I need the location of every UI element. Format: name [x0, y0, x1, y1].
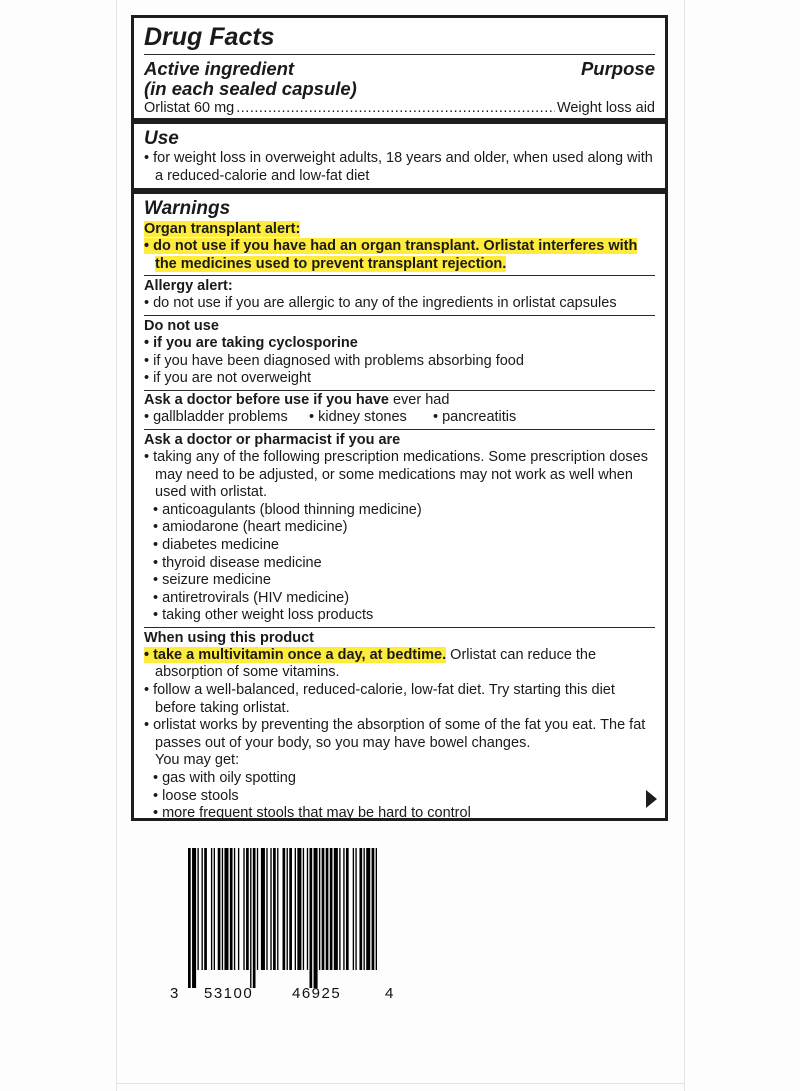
- continue-arrow-icon: [646, 790, 657, 808]
- ask-doctor-heading-rest: ever had: [388, 391, 450, 408]
- list-item: • amiodarone (heart medicine): [153, 519, 348, 536]
- active-ingredient-header: [144, 59, 655, 99]
- barcode-right-group: 46925: [292, 985, 342, 1002]
- multivitamin-note: Orlistat can reduce the absorption of some vitamins.: [155, 646, 597, 681]
- barcode-bar: [355, 848, 356, 970]
- ask-pharmacist-heading: Ask a doctor or pharmacist if you are: [144, 431, 401, 448]
- barcode-bar: [214, 848, 215, 970]
- barcode-bar: [270, 848, 271, 970]
- drug-facts-panel: [131, 15, 668, 821]
- barcode-bar: [257, 848, 258, 970]
- barcode-right-digit: 4: [385, 985, 394, 1002]
- barcode-bar: [266, 848, 267, 970]
- barcode-bar: [197, 848, 198, 970]
- barcode-bar: [211, 848, 212, 970]
- barcode-bar: [376, 848, 377, 970]
- barcode-bar: [359, 848, 362, 970]
- barcode-bar: [261, 848, 265, 970]
- use-text: • for weight loss in overweight adults, 18 years and older, when used along with a reduced-calorie and low-fat diet: [144, 150, 653, 184]
- barcode-bar: [346, 848, 349, 970]
- purpose-heading: Purpose: [580, 58, 655, 79]
- ingredient-name: Orlistat 60 mg: [144, 100, 235, 116]
- barcode-bar: [273, 848, 276, 970]
- list-item: • taking other weight loss products: [153, 607, 374, 624]
- barcode-bar: [322, 848, 325, 970]
- barcode-bar: [283, 848, 286, 970]
- barcode-bar: [222, 848, 223, 970]
- carton-bottom-edge: [116, 1083, 685, 1084]
- leader-dots: [236, 99, 555, 117]
- barcode-bar: [364, 848, 365, 970]
- barcode-left-group: 53100: [204, 985, 254, 1002]
- barcode-bar: [218, 848, 221, 970]
- barcode-bar: [319, 848, 320, 970]
- list-item: • gallbladder problems: [144, 409, 288, 426]
- barcode-bar: [310, 848, 313, 988]
- barcode-bar: [224, 848, 228, 970]
- barcode-left-digit: 3: [170, 985, 179, 1002]
- list-item: • gas with oily spotting: [153, 770, 296, 787]
- ask-doctor-heading: Ask a doctor before use if you have: [144, 391, 389, 408]
- list-item: • if you are taking cyclosporine: [144, 334, 358, 351]
- list-item: • more frequent stools that may be hard to control: [153, 805, 471, 822]
- barcode-bar: [238, 848, 239, 970]
- barcode-bar: [334, 848, 338, 970]
- carton-right-edge: [684, 0, 685, 1091]
- barcode-bar: [353, 848, 354, 970]
- list-item: • diabetes medicine: [153, 536, 279, 553]
- barcode-bar: [343, 848, 344, 970]
- list-item: • anticoagulants (blood thinning medicine): [153, 501, 422, 518]
- barcode-bar: [202, 848, 203, 970]
- barcode-bar: [188, 848, 191, 988]
- carton-left-edge: [116, 0, 117, 1091]
- barcode-bar: [314, 848, 318, 988]
- barcode-bar: [253, 848, 256, 988]
- barcode-bar: [326, 848, 329, 970]
- ask-pharmacist-text: • taking any of the following prescription medications. Some prescription doses may need to be adjusted, or some medications may not work as well when used with orlistat.: [144, 448, 648, 501]
- list-item: • loose stools: [153, 787, 239, 804]
- barcode-bar: [246, 848, 249, 970]
- active-ingredient-subheading: (in each sealed capsule): [144, 78, 357, 99]
- barcode-bar: [372, 848, 375, 970]
- use-title: Use: [144, 128, 179, 149]
- barcode-bar: [366, 848, 370, 970]
- allergy-heading: Allergy alert:: [144, 278, 233, 295]
- list-item: • if you have been diagnosed with problems absorbing food: [144, 352, 524, 369]
- barcode-bar: [192, 848, 196, 988]
- barcode-bar: [230, 848, 233, 970]
- you-may-get: You may get:: [155, 752, 240, 769]
- section-divider: [134, 188, 665, 194]
- barcode-bar: [234, 848, 235, 970]
- barcode-bar: [297, 848, 301, 970]
- list-item: • pancreatitis: [433, 409, 517, 426]
- drug-facts-title: Drug Facts: [144, 23, 275, 51]
- list-item: • thyroid disease medicine: [153, 554, 322, 571]
- section-divider: [134, 118, 665, 124]
- barcode-bar: [287, 848, 288, 970]
- barcode-bar: [307, 848, 308, 970]
- organ-transplant-heading: Organ transplant alert:: [144, 221, 301, 238]
- organ-transplant-text: • do not use if you have had an organ transplant. Orlistat interferes with the medicines used to prevent transplant rejection.: [144, 238, 638, 272]
- barcode-bar: [204, 848, 207, 970]
- do-not-use-heading: Do not use: [144, 317, 219, 334]
- diet-instruction: • follow a well-balanced, reduced-calorie, low-fat diet. Try starting this diet before taking orlistat.: [144, 682, 615, 716]
- list-item: • if you are not overweight: [144, 370, 312, 387]
- barcode-bar: [243, 848, 244, 970]
- ingredient-row: [144, 99, 655, 118]
- ingredient-purpose: Weight loss aid: [556, 100, 655, 116]
- when-using-heading: When using this product: [144, 629, 314, 646]
- barcode-bar: [330, 848, 333, 970]
- allergy-text: • do not use if you are allergic to any of the ingredients in orlistat capsules: [144, 295, 617, 312]
- active-ingredient-heading: Active ingredient: [144, 58, 295, 79]
- multivitamin-instruction: • take a multivitamin once a day, at bedtime.: [144, 646, 447, 663]
- divider: [144, 54, 655, 55]
- barcode-bar: [277, 848, 278, 970]
- barcode-bar: [339, 848, 340, 970]
- list-item: • kidney stones: [309, 409, 407, 426]
- barcode-bar: [303, 848, 304, 970]
- barcode-bar: [250, 848, 251, 988]
- list-item: • seizure medicine: [153, 572, 271, 589]
- warnings-title: Warnings: [144, 198, 231, 220]
- barcode-bar: [295, 848, 296, 970]
- barcode-bar: [289, 848, 292, 970]
- upc-barcode: [188, 848, 378, 988]
- how-it-works: • orlistat works by preventing the absorption of some of the fat you eat. The fat passes out of your body, so you may have bowel changes.: [144, 717, 646, 751]
- list-item: • antiretrovirals (HIV medicine): [153, 589, 350, 606]
- ask-doctor-conditions: [144, 409, 655, 427]
